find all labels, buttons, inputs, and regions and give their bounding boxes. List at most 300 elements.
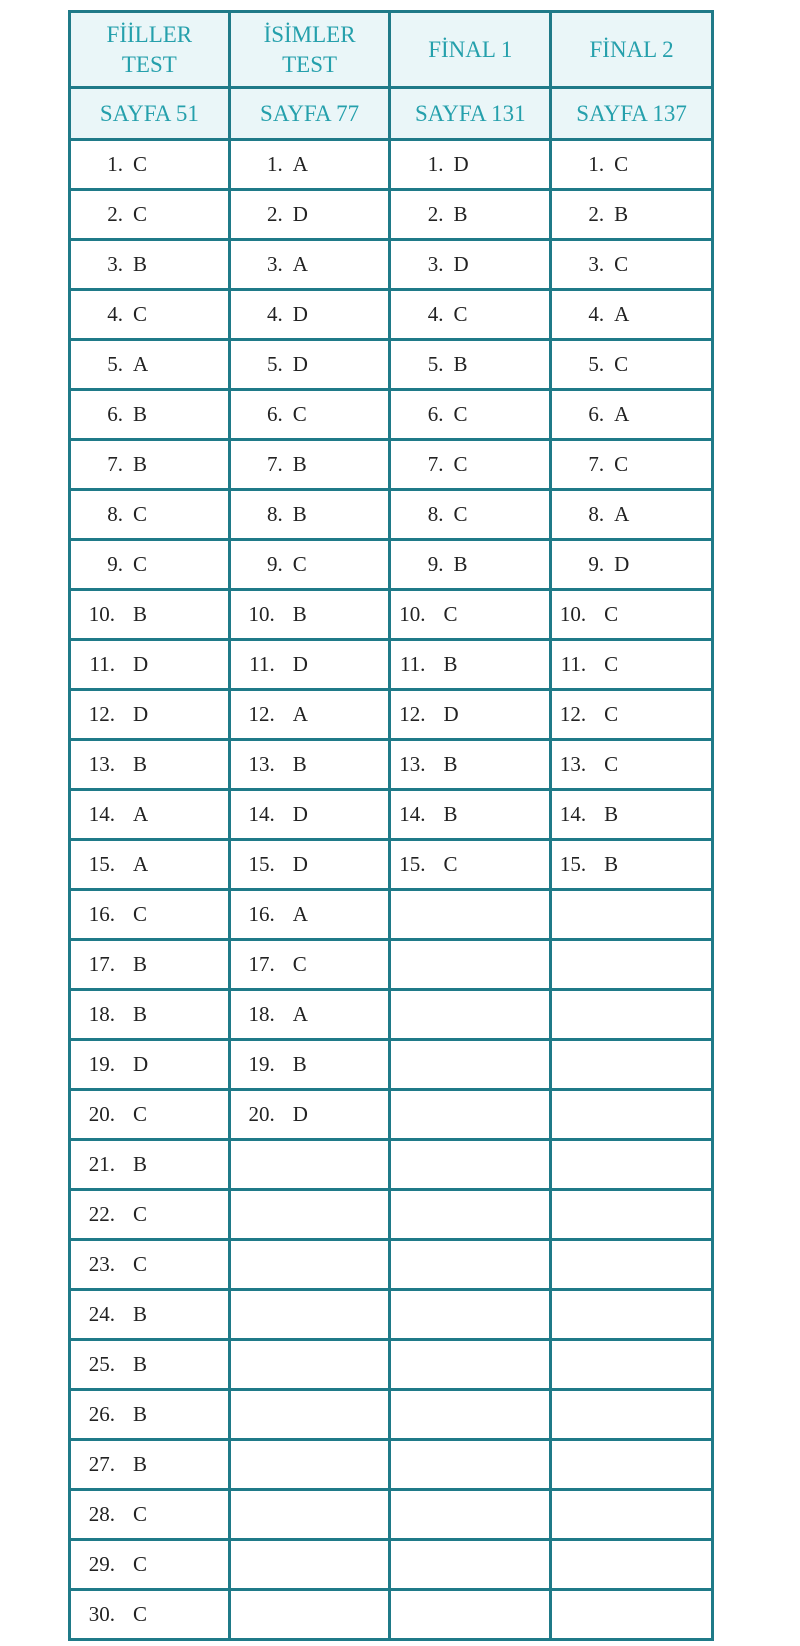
answer-letter: C [133,552,148,576]
question-number: 20. [248,1102,275,1126]
question-number: 3. [588,252,605,276]
answer-entry [71,1052,228,1077]
table-row [70,740,713,790]
question-number: 5. [427,352,444,376]
answer-entry [71,352,228,377]
answer-letter: D [443,702,459,726]
answer-letter: C [133,1502,148,1526]
answer-letter: A [133,352,149,376]
question-number: 8. [107,502,123,526]
answer-cell [229,1240,390,1290]
question-number: 11. [399,652,426,676]
answer-cell [70,1440,230,1490]
table-row [70,440,713,490]
answer-letter: C [133,502,148,526]
answer-entry [231,1002,389,1027]
answer-letter: D [453,152,469,176]
question-number: 11. [89,652,115,676]
answer-letter: C [133,1602,148,1626]
question-number: 9. [107,552,123,576]
question-number: 8. [588,502,605,526]
answer-entry [71,652,228,677]
answer-cell [551,1390,713,1440]
answer-cell [551,390,713,440]
answer-entry [71,1002,228,1027]
header-title-row [70,12,713,88]
answer-cell [229,790,390,840]
answer-entry [71,1602,228,1627]
answer-cell [390,1290,551,1340]
answer-cell [551,1340,713,1390]
answer-letter: B [133,752,148,776]
question-number: 2. [107,202,123,226]
answer-letter: D [133,1052,149,1076]
answer-cell [551,1540,713,1590]
answer-letter: B [292,752,307,776]
question-number: 5. [107,352,123,376]
question-number: 7. [427,452,444,476]
answer-entry [552,552,711,577]
question-number: 3. [427,252,444,276]
answer-letter: C [133,902,148,926]
answer-cell [229,1190,390,1240]
answer-entry [231,902,389,927]
answer-letter: B [292,502,307,526]
answer-cell [229,1040,390,1090]
answer-cell [229,490,390,540]
question-number: 13. [88,752,115,776]
answer-cell [390,1390,551,1440]
answer-cell [551,240,713,290]
answer-entry [391,802,549,827]
answer-cell [551,1190,713,1240]
question-number: 4. [107,302,123,326]
answer-entry [391,402,549,427]
answer-cell [229,640,390,690]
answer-cell [229,940,390,990]
answer-letter: B [443,802,458,826]
answer-cell [390,590,551,640]
answer-cell [70,840,230,890]
answer-cell [70,240,230,290]
answer-entry [391,302,549,327]
answer-letter: B [133,1402,148,1426]
answer-cell [551,340,713,390]
answer-letter: C [453,502,468,526]
answer-entry [231,152,389,177]
answer-letter: C [133,1252,148,1276]
answer-letter: C [604,602,619,626]
answer-entry [231,452,389,477]
answer-cell [229,240,390,290]
answer-cell [390,1040,551,1090]
answer-entry [552,602,711,627]
answer-letter: D [133,702,149,726]
answer-cell [229,1090,390,1140]
answer-letter: A [292,1002,308,1026]
answer-entry [231,852,389,877]
question-number: 4. [266,302,283,326]
answer-letter: B [614,202,629,226]
answer-cell [229,290,390,340]
question-number: 3. [266,252,283,276]
table-row [70,590,713,640]
answer-cell [551,290,713,340]
answer-letter: A [614,502,630,526]
answer-cell [390,540,551,590]
answer-entry [71,202,228,227]
table-row [70,190,713,240]
question-number: 19. [248,1052,275,1076]
answer-cell [229,190,390,240]
answer-letter: B [604,852,619,876]
question-number: 15. [248,852,275,876]
question-number: 26. [88,1402,115,1426]
answer-entry [391,202,549,227]
answer-cell [390,1090,551,1140]
answer-entry [391,652,549,677]
answer-letter: C [604,752,619,776]
question-number: 12. [88,702,115,726]
answer-cell [390,1440,551,1490]
answer-entry [231,552,389,577]
question-number: 13. [248,752,275,776]
question-number: 22. [88,1202,115,1226]
answer-letter: C [292,552,307,576]
answer-cell [229,690,390,740]
answer-entry [71,452,228,477]
answer-cell [390,140,551,190]
answer-letter: A [133,852,149,876]
answer-cell [229,890,390,940]
answer-cell [70,1590,230,1640]
question-number: 23. [88,1252,115,1276]
answer-letter: D [292,852,308,876]
answer-letter: B [453,352,468,376]
answer-letter: A [292,702,308,726]
answer-entry [391,452,549,477]
question-number: 24. [88,1302,115,1326]
answer-entry [552,502,711,527]
answer-entry [71,1452,228,1477]
answer-entry [552,152,711,177]
answer-entry [552,202,711,227]
answer-cell [70,490,230,540]
question-number: 5. [588,352,605,376]
answer-cell [390,190,551,240]
table-row [70,1340,713,1390]
answer-letter: C [453,302,468,326]
answer-cell [551,1590,713,1640]
table-row [70,1040,713,1090]
answer-entry [71,1402,228,1427]
answer-entry [391,352,549,377]
answer-letter: D [453,252,469,276]
answer-letter: B [292,452,307,476]
answer-letter: B [443,652,458,676]
question-number: 13. [559,752,587,776]
answer-entry [231,952,389,977]
answer-letter: C [604,652,619,676]
answer-cell [70,1390,230,1440]
question-number: 11. [249,652,275,676]
answer-entry [231,1102,389,1127]
question-number: 1. [266,152,283,176]
answer-cell [551,190,713,240]
answer-cell [70,440,230,490]
answer-cell [390,390,551,440]
table-row [70,690,713,740]
column-title: FİNAL 2 [551,12,713,88]
question-number: 25. [88,1352,115,1376]
question-number: 20. [88,1102,115,1126]
answer-entry [71,1552,228,1577]
answer-cell [229,540,390,590]
answer-cell [229,1440,390,1490]
answer-cell [229,340,390,390]
question-number: 2. [266,202,283,226]
answer-cell [551,440,713,490]
question-number: 10. [248,602,275,626]
answer-entry [552,302,711,327]
column-page: SAYFA 51 [70,88,230,140]
column-page: SAYFA 131 [390,88,551,140]
answer-cell [70,540,230,590]
answer-cell [551,1090,713,1140]
answer-letter: B [133,252,148,276]
answer-cell [551,790,713,840]
answer-letter: C [133,152,148,176]
answer-cell [551,140,713,190]
answer-cell [390,740,551,790]
answer-letter: A [614,302,630,326]
question-number: 10. [88,602,115,626]
question-number: 7. [266,452,283,476]
column-title: FİİLLER TEST [70,12,230,88]
question-number: 27. [88,1452,115,1476]
table-row [70,890,713,940]
answer-letter: B [453,552,468,576]
answer-cell [390,890,551,940]
answer-cell [390,1340,551,1390]
answer-letter: D [292,352,308,376]
answer-cell [70,640,230,690]
answer-entry [231,602,389,627]
question-number: 12. [248,702,275,726]
answer-letter: C [614,352,629,376]
answer-letter: A [292,902,308,926]
answer-cell [70,1190,230,1240]
question-number: 2. [427,202,444,226]
answer-letter: B [133,452,148,476]
table-row [70,1290,713,1340]
column-title: FİNAL 1 [390,12,551,88]
answer-entry [391,702,549,727]
answer-letter: B [133,952,148,976]
answer-cell [390,1140,551,1190]
answer-cell [70,590,230,640]
answer-entry [71,252,228,277]
answer-letter: D [614,552,630,576]
question-number: 1. [427,152,444,176]
answer-entry [71,752,228,777]
table-row [70,990,713,1040]
answer-letter: C [604,702,619,726]
answer-letter: B [292,602,307,626]
answer-entry [552,452,711,477]
answer-entry [71,502,228,527]
question-number: 3. [107,252,123,276]
answer-cell [229,740,390,790]
answer-cell [229,1340,390,1390]
answer-cell [70,1490,230,1540]
answer-entry [71,702,228,727]
answer-cell [229,390,390,440]
answer-cell [551,540,713,590]
answer-entry [71,852,228,877]
answer-letter: A [292,152,308,176]
answer-cell [229,1490,390,1540]
answer-letter: B [443,752,458,776]
answer-cell [70,1090,230,1140]
question-number: 12. [399,702,426,726]
answer-cell [390,240,551,290]
question-number: 7. [588,452,605,476]
answer-cell [390,1240,551,1290]
answer-entry [71,602,228,627]
answer-cell [551,740,713,790]
answer-letter: C [614,252,629,276]
answer-cell [70,1340,230,1390]
answer-letter: B [133,1002,148,1026]
question-number: 8. [266,502,283,526]
answer-cell [70,890,230,940]
answer-cell [70,940,230,990]
column-page: SAYFA 137 [551,88,713,140]
answer-cell [390,990,551,1040]
column-title: İSİMLER TEST [229,12,390,88]
answer-letter: A [292,252,308,276]
table-row [70,790,713,840]
answer-letter: C [614,452,629,476]
question-number: 19. [88,1052,115,1076]
answer-letter: D [292,302,308,326]
answer-entry [391,602,549,627]
table-row [70,1390,713,1440]
question-number: 6. [427,402,444,426]
question-number: 12. [559,702,587,726]
answer-entry [231,702,389,727]
answer-key-sheet [68,10,714,1641]
answer-entry [552,702,711,727]
answer-cell [70,990,230,1040]
answer-entry [552,802,711,827]
answer-cell [70,1140,230,1190]
answer-entry [552,352,711,377]
question-number: 18. [248,1002,275,1026]
answer-letter: C [453,402,468,426]
answer-cell [390,840,551,890]
answer-cell [390,940,551,990]
answer-cell [229,1540,390,1590]
answer-letter: C [133,202,148,226]
answer-cell [70,690,230,740]
question-number: 6. [107,402,123,426]
question-number: 4. [427,302,444,326]
question-number: 6. [266,402,283,426]
answer-cell [551,890,713,940]
answer-entry [552,652,711,677]
question-number: 6. [588,402,605,426]
answer-cell [70,740,230,790]
answer-entry [71,552,228,577]
question-number: 15. [399,852,426,876]
question-number: 13. [399,752,426,776]
answer-letter: A [614,402,630,426]
answer-entry [71,1502,228,1527]
header-page-row [70,88,713,140]
answer-cell [390,440,551,490]
answer-cell [70,290,230,340]
answer-cell [229,990,390,1040]
answer-entry [231,652,389,677]
answer-cell [551,1490,713,1540]
answer-cell [229,1290,390,1340]
table-row [70,1590,713,1640]
answer-cell [390,1540,551,1590]
answer-entry [71,1102,228,1127]
answer-entry [231,502,389,527]
answer-entry [71,1352,228,1377]
question-number: 14. [248,802,275,826]
answer-letter: D [292,1102,308,1126]
answer-entry [391,252,549,277]
answer-letter: B [604,802,619,826]
answer-entry [71,402,228,427]
table-row [70,640,713,690]
answer-cell [229,1140,390,1190]
answer-letter: B [133,1152,148,1176]
answer-entry [391,752,549,777]
table-row [70,1140,713,1190]
question-number: 11. [560,652,587,676]
answer-letter: B [133,402,148,426]
table-row [70,490,713,540]
answer-letter: B [453,202,468,226]
answer-cell [390,290,551,340]
answer-letter: D [292,202,308,226]
table-row [70,1090,713,1140]
answer-cell [390,790,551,840]
answer-letter: B [133,1352,148,1376]
answer-cell [70,790,230,840]
table-row [70,940,713,990]
answer-cell [551,840,713,890]
answer-letter: C [292,402,307,426]
answer-cell [70,1290,230,1340]
answer-cell [229,840,390,890]
question-number: 17. [248,952,275,976]
answer-cell [390,1190,551,1240]
table-row [70,1490,713,1540]
answer-cell [551,1290,713,1340]
answer-entry [71,302,228,327]
answer-letter: D [133,652,149,676]
table-row [70,390,713,440]
answer-cell [229,1590,390,1640]
question-number: 29. [88,1552,115,1576]
table-row [70,540,713,590]
